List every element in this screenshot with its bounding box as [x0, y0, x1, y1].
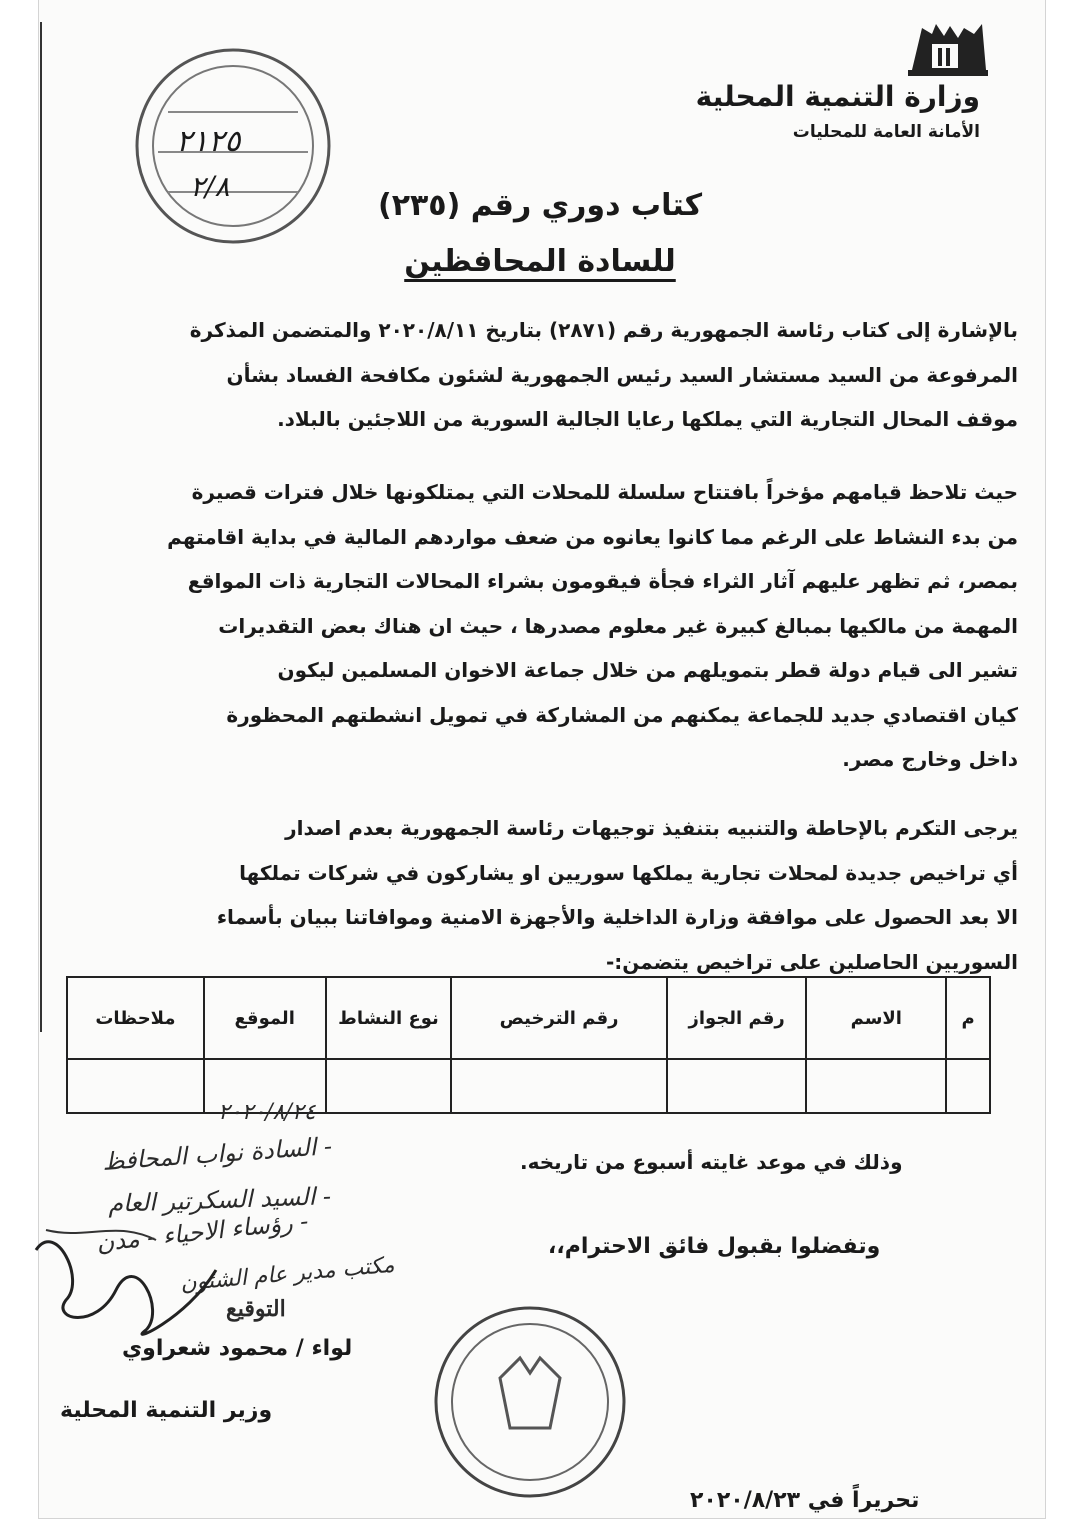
- paragraph-line: حيث تلاحظ قيامهم مؤخراً بافتتاح سلسلة للمحلات التي يمتلكونها خلال فترات قصيرة: [191, 480, 1018, 504]
- handwritten-line: مكتب مدير عام الشئون: [179, 1252, 396, 1297]
- table-cell: [67, 1059, 204, 1113]
- paragraph-line: المهمة من مالكيها بمبالغ كبيرة غير معلوم مصدرها ، حيث ان هناك بعض التقديرات: [218, 613, 1018, 638]
- column-header-notes: ملاحظات: [67, 977, 204, 1059]
- table-cell: [946, 1059, 990, 1113]
- ministry-name: وزارة التنمية المحلية: [695, 80, 980, 113]
- document-title: كتاب دوري رقم (٢٣٥): [377, 188, 703, 223]
- paragraph-request: [108, 806, 1018, 984]
- paragraph-line: السوريين الحاصلين على تراخيص يتضمن:-: [605, 949, 1018, 974]
- eagle-emblem-icon: [902, 20, 992, 82]
- column-header-location: الموقع: [204, 977, 326, 1059]
- column-header-index: م: [946, 977, 990, 1059]
- column-header-passport: رقم الجواز: [667, 977, 807, 1059]
- handwritten-signature: [26, 1210, 226, 1350]
- table-cell: [806, 1059, 946, 1113]
- paragraph-line: داخل وخارج مصر.: [842, 747, 1018, 771]
- paragraph-line: بالإشارة إلى كتاب رئاسة الجمهورية رقم (٢٨٧١) بتاريخ ٢٠٢٠/٨/١١ والمتضمن المذكرة: [189, 318, 1018, 342]
- table-row: [67, 1059, 990, 1113]
- paragraph-line: أي تراخيص جديدة لمحلات تجارية يملكها سوريين او يشاركون في شركات تملكها: [239, 860, 1018, 885]
- handwritten-line: - رؤساء الاحياء - مدن: [95, 1206, 310, 1258]
- column-header-activity: نوع النشاط: [326, 977, 452, 1059]
- paragraph-observation: [108, 470, 1018, 782]
- paragraph-line: يرجى التكرم بالإحاطة والتنبيه بتنفيذ توجيهات رئاسة الجمهورية بعدم اصدار: [285, 816, 1018, 840]
- paragraph-line: تشير الى قيام دولة قطر بتمويلهم من خلال جماعة الاخوان المسلمين ليكون: [277, 658, 1018, 682]
- table-cell: [667, 1059, 807, 1113]
- official-seal: [430, 1298, 630, 1506]
- document-recipient: للسادة المحافظين: [404, 244, 676, 279]
- signature-label: التوقيع: [226, 1296, 286, 1322]
- paragraph-line: من بدء النشاط على الرغم مما كانوا يعانوه من ضعف مواردهم المالية في بداية اقامتهم: [167, 524, 1018, 549]
- ministry-subtitle: الأمانة العامة للمحليات: [792, 122, 980, 142]
- stamp-date: ٢/٨: [190, 170, 230, 203]
- paragraph-line: الا بعد الحصول على موافقة وزارة الداخلية والأجهزة الامنية وموافاتنا ببيان بأسماء: [216, 905, 1018, 929]
- licenses-table: [66, 976, 991, 1114]
- handwritten-date: ٢٠٢٠/٨/٢٤: [218, 1100, 316, 1125]
- issue-date: تحريراً في ٢٠٢٠/٨/٢٣: [690, 1488, 920, 1513]
- paragraph-line: بمصر، ثم تظهر عليهم آثار الثراء فجأة فيقومون بشراء المحالات التجارية ذات المواقع: [187, 569, 1018, 593]
- deadline-text: وذلك في موعد غايته أسبوع من تاريخه.: [520, 1150, 903, 1174]
- paragraph-line: كيان اقتصادي جديد للجماعة يمكنهم من المشاركة في تمويل انشطتهم المحظورة: [226, 702, 1018, 727]
- handwritten-line: - السيد السكرتير العام: [107, 1182, 332, 1218]
- paragraph-line: موقف المحال التجارية التي يملكها رعايا الجالية السورية من اللاجئين بالبلاد.: [277, 407, 1018, 431]
- paragraph-reference: [108, 308, 1018, 442]
- column-header-license: رقم الترخيص: [451, 977, 666, 1059]
- closing-text: وتفضلوا بقبول فائق الاحترام،،: [548, 1234, 881, 1259]
- table-cell: [451, 1059, 666, 1113]
- paragraph-line: المرفوعة من السيد مستشار السيد رئيس الجمهورية لشئون مكافحة الفساد بشأن: [226, 362, 1018, 387]
- stamp-number: ٢١٢٥: [176, 124, 241, 159]
- table-cell: [326, 1059, 452, 1113]
- column-header-name: الاسم: [806, 977, 946, 1059]
- signatory-name: لواء / محمود شعراوي: [122, 1336, 353, 1361]
- left-margin-line: [40, 22, 42, 1032]
- table-header-row: [67, 977, 990, 1059]
- signatory-position: وزير التنمية المحلية: [60, 1398, 273, 1423]
- handwritten-line: - السادة نواب المحافظ: [101, 1132, 333, 1176]
